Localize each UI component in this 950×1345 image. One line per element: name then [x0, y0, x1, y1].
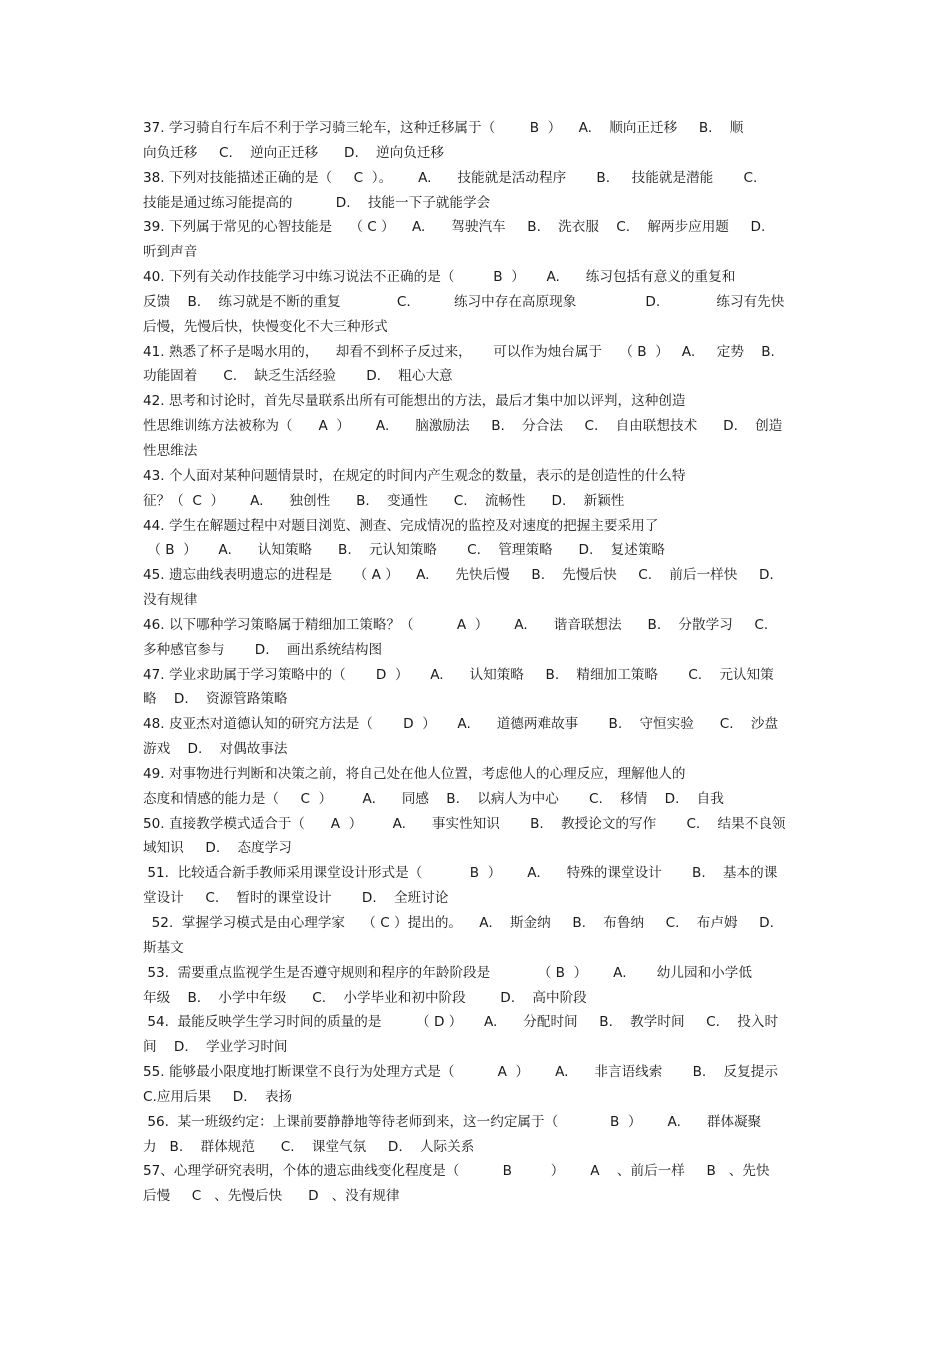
text-line: 41. 熟悉了杯子是喝水用的， 却看不到杯子反过来， 可以作为烛台属于 （ B ） A. 定势 B. — [143, 343, 775, 360]
text-line: 56. 某一班级约定：上课前要静静地等待老师到来，这一约定属于（ B ） A. 群体凝聚 — [143, 1113, 762, 1130]
text-line: 54. 最能反映学生学习时间的质量的是 （ D ） A. 分配时间 B. 教学时间 C. 投入时 — [143, 1014, 779, 1031]
text-line: 征？（ C ） A. 独创性 B. 变通性 C. 流畅性 D. 新颖性 — [143, 492, 625, 509]
text-line: （ B ） A. 认知策略 B. 元认知策略 C. 管理策略 D. 复述策略 — [143, 542, 666, 559]
text-line: 51. 比较适合新手教师采用课堂设计形式是（ B ） A. 特殊的课堂设计 B. 基本的课 — [143, 865, 778, 882]
text-line: 53. 需要重点监视学生是否遵守规则和程序的年龄阶段是 （ B ） A. 幼儿园和小学低 — [143, 964, 752, 981]
text-line: 39. 下列属于常见的心智技能是 （ C ） A. 驾驶汽车 B. 洗衣服 C. 解两步应用题 D. — [143, 219, 766, 236]
text-line: 42. 思考和讨论时，首先尽量联系出所有可能想出的方法，最后才集中加以评判，这种创造 — [143, 393, 686, 410]
text-line: 略 D. 资源管路策略 — [143, 691, 288, 708]
text-line: 40. 下列有关动作技能学习中练习说法不正确的是（ B ） A. 练习包括有意义的重复和 — [143, 269, 736, 286]
text-line: 年级 B. 小学中年级 C. 小学毕业和初中阶段 D. 高中阶段 — [143, 989, 587, 1006]
text-line: 域知识 D. 态度学习 — [143, 840, 292, 857]
text-line: 44. 学生在解题过程中对题目浏览、测查、完成情况的监控及对速度的把握主要采用了 — [143, 517, 659, 534]
text-line: C.应用后果 D. 表扬 — [143, 1088, 293, 1105]
text-line: 50. 直接教学模式适合于（ A ） A. 事实性知识 B. 教授论文的写作 C. 结果不良领 — [143, 815, 786, 832]
text-line: 多种感官参与 D. 画出系统结构图 — [143, 641, 383, 658]
text-line: 听到声音 — [143, 244, 198, 261]
text-line: 37. 学习骑自行车后不利于学习骑三轮车，这种迁移属于（ B ） A. 顺向正迁移 B. 顺 — [143, 120, 744, 136]
text-line: 后慢 C 、先慢后快 D 、没有规律 — [143, 1188, 400, 1205]
text-line: 47. 学业求助属于学习策略中的（ D ） A. 认知策略 B. 精细加工策略 C. 元认知策 — [143, 666, 774, 683]
text-line: 后慢，先慢后快，快慢变化不大三种形式 — [143, 318, 388, 335]
text-line: 游戏 D. 对偶故事法 — [143, 741, 288, 758]
text-line: 没有规律 — [143, 592, 198, 609]
text-line: 55. 能够最小限度地打断课堂不良行为处理方式是（ A ） A. 非言语线索 B. 反复提示 — [143, 1064, 778, 1081]
text-line: 52. 掌握学习模式是由心理学家 （ C ）提出的。 A. 斯金纳 B. 布鲁纳 C. 布卢姆 D. — [143, 915, 774, 931]
text-line: 48. 皮亚杰对道德认知的研究方法是（ D ） A. 道德两难故事 B. 守恒实验 C. 沙盘 — [143, 716, 779, 733]
text-line: 向负迁移 C. 逆向正迁移 D. 逆向负迁移 — [143, 144, 445, 161]
text-line: 斯基文 — [143, 939, 184, 956]
text-line: 功能固着 C. 缺乏生活经验 D. 粗心大意 — [143, 368, 453, 385]
text-line: 技能是通过练习能提高的 D. 技能一下子就能学会 — [143, 194, 491, 211]
text-line: 间 D. 学业学习时间 — [143, 1039, 288, 1056]
text-line: 45. 遗忘曲线表明遗忘的进程是 （ A ） A. 先快后慢 B. 先慢后快 C. 前后一样快 D. — [143, 567, 774, 584]
text-line: 堂设计 C. 暂时的课堂设计 D. 全班讨论 — [143, 890, 449, 907]
text-line: 38. 下列对技能描述正确的是（ C ）。 A. 技能就是活动程序 B. 技能就是潜能 C. — [143, 169, 758, 186]
text-line: 57、心理学研究表明，个体的遗忘曲线变化程度是（ B ） A 、前后一样 B 、先快 — [143, 1163, 770, 1180]
text-line: 态度和情感的能力是（ C ） A. 同感 B. 以病人为中心 C. 移情 D. 自我 — [143, 790, 724, 807]
text-line: 反馈 B. 练习就是不断的重复 C. 练习中存在高原现象 D. 练习有先快 — [143, 293, 785, 310]
text-line: 力 B. 群体规范 C. 课堂气氛 D. 人际关系 — [143, 1138, 475, 1155]
text-line: 46. 以下哪种学习策略属于精细加工策略？（ A ） A. 谐音联想法 B. 分散学习 C. — [143, 616, 769, 633]
text-line: 49. 对事物进行判断和决策之前，将自己处在他人位置，考虑他人的心理反应，理解他人的 — [143, 765, 686, 782]
question-list — [143, 116, 808, 1209]
text-line: 43. 个人面对某种问题情景时，在规定的时间内产生观念的数量，表示的是创造性的什么特 — [143, 467, 686, 484]
text-line: 性思维法 — [143, 442, 198, 459]
text-line: 性思维训练方法被称为（ A ） A. 脑激励法 B. 分合法 C. 自由联想技术 D. 创造 — [143, 418, 783, 435]
